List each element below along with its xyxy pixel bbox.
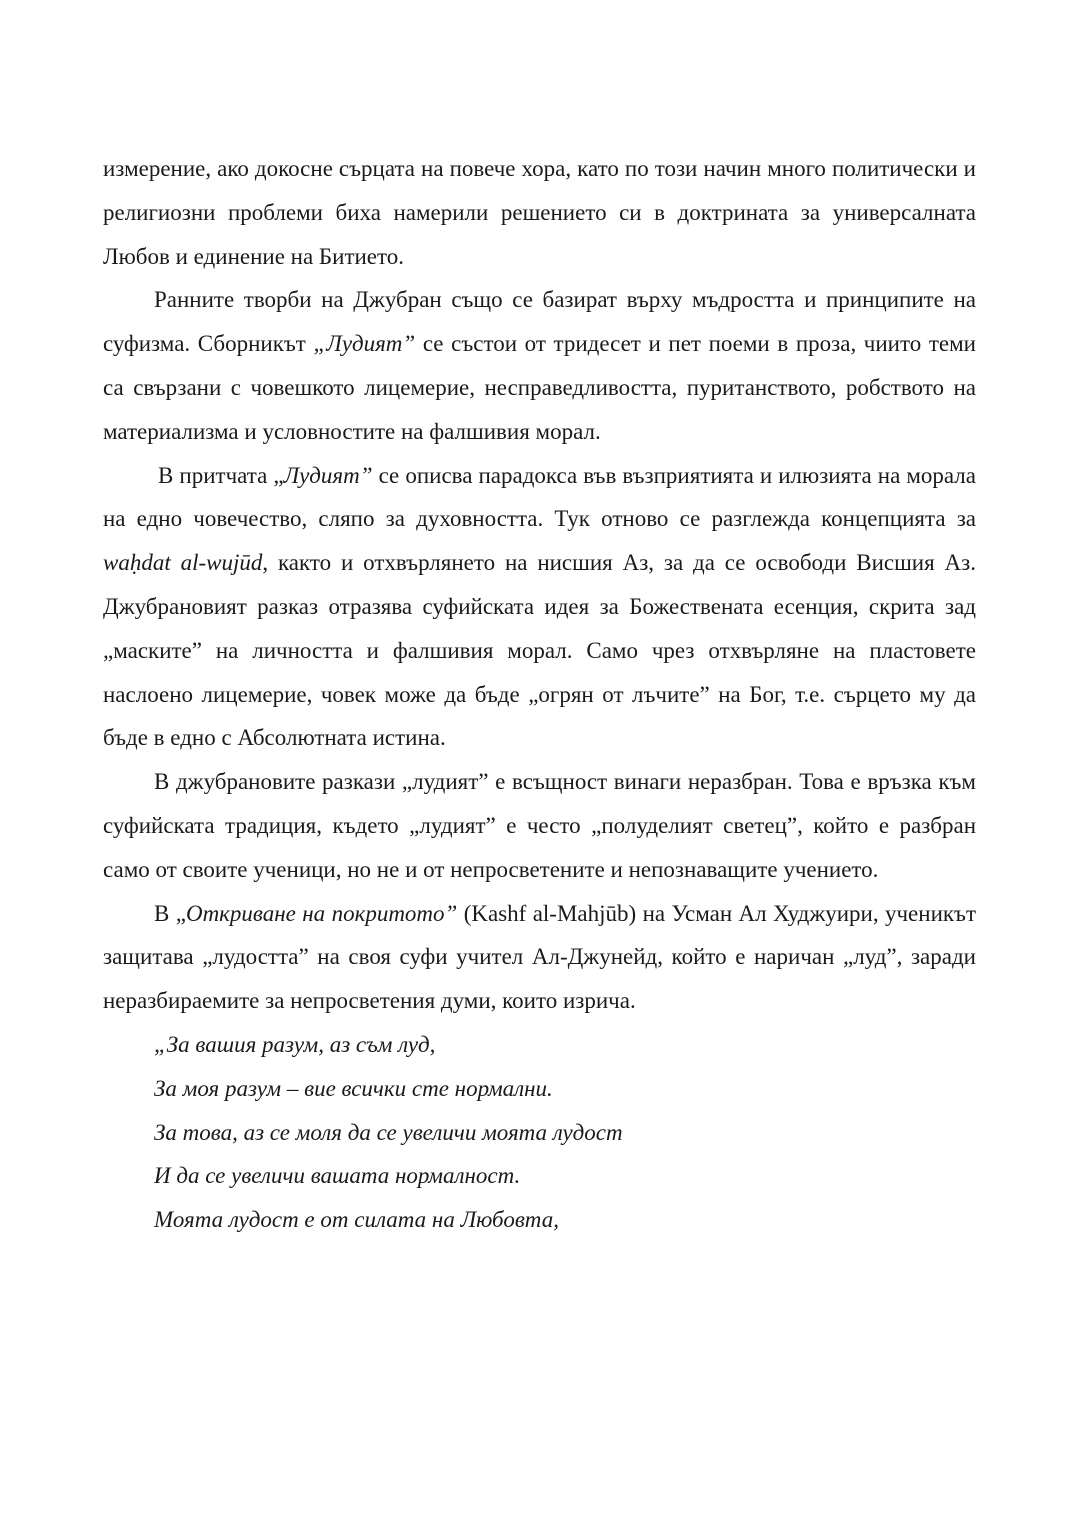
verse-line-3: За това, аз се моля да се увеличи моята лудост [154, 1119, 623, 1145]
paragraph-3-text-c: , както и отхвърлянето на нисшия Аз, за да се освободи Висшия Аз. Джубрановият разказ отразява суфийската идея за Божествената есенция, скрита зад „маските” на личността и фалшивия морал. Само чрез отхвърляне на пластовете наслоено лицемерие, човек може да бъде „огрян от лъчите” на Бог, т.е. сърцето му да бъде в едно с Абсолютната истина. [103, 550, 976, 751]
book-title-kashf-al-mahjub: Откриване на покритото” [185, 900, 458, 926]
paragraph-2 [103, 278, 976, 453]
paragraph-4 [103, 760, 976, 891]
paragraph-1 [103, 147, 976, 278]
paragraph-2-text-b: се състои от тридесет и пет поеми в проза, чиито теми са свързани с човешкото лицемерие, несправедливостта, пуританството, робството на материализма и условностите на фалшивия морал. [103, 331, 976, 444]
paragraph-5-text-b: (Kashf al-Mahjūb) на Усман Ал Худжуири, ученикът защитава „лудостта” на своя суфи учител Ал-Джунейд, който е наричан „луд”, заради неразбираемите за непросветения думи, които изрича. [103, 900, 976, 1014]
term-wahdat-al-wujud: waḥdat al-wujūd [103, 550, 263, 576]
document-body [103, 147, 976, 1242]
book-title-the-madman: „Лудият” [313, 331, 416, 357]
verse-line-4: И да се увеличи вашата нормалност. [154, 1163, 521, 1189]
paragraph-3-text-a: В притчата „ [158, 462, 284, 488]
parable-title-the-madman: Лудият” [283, 462, 373, 488]
paragraph-5-text-a: В „ [154, 900, 186, 926]
paragraph-1-text: измерение, ако докосне сърцата на повече хора, като по този начин много политически и религиозни проблеми биха намерили решението си в доктрината за универсалната Любов и единение на Битието. [103, 156, 976, 269]
verse-line-5: Моята лудост е от силата на Любовта, [154, 1207, 559, 1233]
paragraph-2-text-a: Ранните творби на Джубран също се базират върху мъдростта и принципите на суфизма. Сборникът [103, 287, 976, 357]
verse-line-2: За моя разум – вие всички сте нормални. [154, 1075, 553, 1101]
paragraph-5 [103, 892, 976, 1023]
verse-line-1: „За вашия разум, аз съм луд, [154, 1031, 436, 1057]
paragraph-3 [103, 454, 976, 761]
paragraph-4-text: В джубрановите разкази „лудият” е всъщност винаги неразбран. Това е връзка към суфийската традиция, където „лудият” е често „полуделият светец”, който е разбран само от своите ученици, но не и от непросветените и непознаващите учението. [103, 769, 976, 882]
paragraph-3-text-b: се описва парадокса във възприятията и илюзията на морала на едно човечество, сляпо за духовността. Тук отново се разглежда концепцията за [103, 462, 976, 532]
